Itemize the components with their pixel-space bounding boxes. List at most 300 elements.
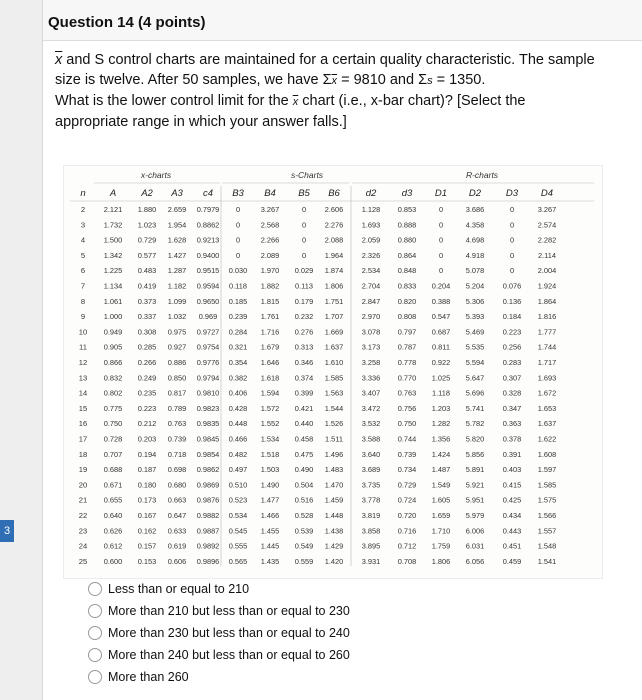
table-cell: 1.466: [260, 511, 280, 520]
table-cell: 0.434: [502, 511, 522, 520]
table-cell: 2.088: [324, 235, 344, 245]
table-cell: 0.9869: [196, 480, 220, 490]
table-cell: 3: [80, 220, 86, 230]
control-chart-constants-table: [63, 165, 603, 579]
table-cell: 0.864: [397, 250, 417, 260]
table-cell: 0: [438, 205, 444, 214]
question-line-2c: = 1350.: [436, 72, 486, 88]
table-cell: 1.653: [537, 403, 557, 413]
question-text: [55, 50, 625, 132]
table-cell: 2.282: [537, 235, 557, 245]
table-cell: 0.483: [137, 266, 157, 276]
table-cell: 0.680: [167, 480, 187, 490]
table-cell: 1.000: [103, 312, 123, 322]
table-cell: 0.458: [294, 434, 314, 444]
table-cell: 0.337: [137, 312, 157, 322]
table-cell: 0.276: [294, 327, 314, 337]
table-cell: 0.716: [397, 526, 417, 536]
column-header: A: [109, 188, 117, 199]
table-cell: 0.374: [294, 373, 314, 383]
table-cell: 1.605: [431, 495, 451, 505]
table-cell: 0.415: [502, 480, 522, 490]
table-cell: 5.594: [465, 358, 485, 367]
table-cell: 1.744: [537, 342, 557, 352]
table-cell: 7: [80, 281, 86, 291]
table-cell: 0: [509, 266, 515, 276]
table-cell: 1.511: [325, 434, 343, 444]
radio-button[interactable]: [88, 626, 102, 640]
table-cell: 3.267: [260, 205, 280, 214]
answer-option[interactable]: [88, 622, 488, 644]
question-number-tab[interactable]: 3: [0, 520, 14, 542]
table-cell: 6.031: [465, 541, 485, 551]
table-cell: 3.532: [361, 419, 381, 429]
table-cell: 1.518: [260, 449, 280, 459]
table-cell: 1.777: [537, 327, 557, 337]
table-cell: 0.167: [137, 511, 157, 520]
table-cell: 1.874: [324, 266, 344, 276]
table-cell: 1.534: [260, 434, 280, 444]
table-cell: 0.313: [294, 342, 314, 352]
table-cell: 23: [78, 526, 88, 536]
table-cell: 1.470: [324, 480, 344, 490]
table-cell: 1.815: [260, 296, 280, 306]
table-cell: 0.328: [502, 388, 522, 398]
radio-button[interactable]: [88, 648, 102, 662]
table-cell: 1.356: [431, 434, 451, 444]
table-cell: 10: [78, 327, 88, 337]
table-cell: 3.258: [361, 358, 381, 367]
table-cell: 0.729: [137, 235, 157, 245]
table-cell: 2.326: [361, 250, 381, 260]
table-cell: 0.729: [397, 480, 417, 490]
table-cell: 1.448: [324, 511, 344, 520]
table-cell: 0.030: [228, 266, 248, 276]
column-header: D1: [434, 188, 448, 199]
left-panel-divider: [42, 0, 43, 700]
table-cell: 1.806: [431, 556, 451, 566]
table-cell: 2.970: [361, 312, 381, 322]
table-cell: 1.710: [431, 526, 451, 536]
table-cell: 0.9845: [196, 434, 220, 444]
table-cell: 0.606: [167, 556, 187, 566]
question-line-1: and S control charts are maintained for a certain quality characteristic. The sample: [66, 52, 595, 68]
table-cell: 0.475: [294, 449, 314, 459]
table-cell: 0.9854: [196, 449, 220, 459]
table-cell: 0.640: [103, 511, 123, 520]
table-cell: 5.921: [465, 480, 485, 490]
table-cell: 0.223: [137, 403, 157, 413]
constants-table-svg: [64, 166, 602, 578]
answer-option[interactable]: [88, 600, 488, 622]
table-cell: 3.640: [361, 449, 381, 459]
table-cell: 1.490: [260, 480, 280, 490]
table-cell: 0.975: [167, 327, 187, 337]
table-cell: 18: [78, 449, 88, 459]
table-cell: 5.306: [465, 296, 485, 306]
table-cell: 0.9862: [196, 465, 220, 475]
table-cell: 0: [235, 205, 241, 214]
table-cell: 0.421: [294, 403, 314, 413]
table-cell: 1.880: [137, 205, 157, 214]
table-cell: 5.856: [465, 449, 485, 459]
table-cell: 5.204: [465, 281, 485, 291]
table-cell: 1.637: [324, 342, 344, 352]
table-cell: 24: [78, 541, 88, 551]
table-cell: 1.970: [260, 266, 280, 276]
table-cell: 0.406: [228, 388, 248, 398]
table-cell: 1.964: [324, 250, 344, 260]
table-cell: 0.619: [167, 541, 187, 551]
table-cell: 1.594: [260, 388, 280, 398]
table-cell: 0.720: [397, 511, 417, 520]
table-cell: 0.187: [137, 465, 157, 475]
question-line-2b: = 9810 and: [341, 72, 415, 88]
table-cell: 0.466: [228, 434, 248, 444]
table-cell: 0.949: [103, 327, 123, 337]
table-cell: 0.428: [228, 403, 248, 413]
table-cell: 0.775: [103, 403, 123, 413]
table-cell: 6.056: [465, 556, 485, 566]
table-cell: 0.9400: [196, 250, 220, 260]
table-cell: 1.427: [167, 250, 187, 260]
table-cell: 0.880: [397, 235, 417, 245]
table-cell: 1.483: [324, 465, 344, 475]
table-cell: 0.811: [432, 342, 450, 352]
table-cell: 1.459: [324, 495, 344, 505]
table-cell: 0.266: [137, 358, 157, 367]
table-cell: 0.712: [397, 541, 417, 551]
table-cell: 0.235: [137, 388, 157, 398]
table-cell: 1.438: [324, 526, 344, 536]
table-cell: 5.820: [465, 434, 485, 444]
question-line-3b: chart (i.e., x-bar chart)? [Select the: [302, 93, 526, 109]
table-cell: 0.194: [137, 449, 157, 459]
table-cell: 0: [301, 235, 307, 245]
table-cell: 1.716: [260, 327, 280, 337]
table-cell: 1.693: [361, 220, 381, 230]
table-cell: 2.059: [361, 235, 381, 245]
table-cell: 0.212: [137, 419, 157, 429]
table-cell: 1.659: [431, 511, 451, 520]
table-cell: 0.239: [228, 312, 248, 322]
table-cell: 0.403: [502, 465, 522, 475]
table-cell: 1.608: [537, 449, 557, 459]
table-cell: 17: [78, 434, 88, 444]
table-cell: 4: [80, 235, 86, 245]
table-cell: 9: [80, 312, 86, 322]
table-cell: 0.497: [228, 465, 248, 475]
table-cell: 0.633: [167, 526, 187, 536]
table-cell: 21: [78, 495, 88, 505]
radio-button[interactable]: [88, 670, 102, 684]
table-cell: 0: [509, 235, 515, 245]
table-cell: 0: [438, 250, 444, 260]
table-cell: 0.853: [397, 205, 417, 214]
table-cell: 1.672: [537, 388, 557, 398]
table-cell: 5.647: [465, 373, 485, 383]
table-cell: 0.510: [228, 480, 248, 490]
table-cell: 0.378: [502, 434, 522, 444]
table-cell: 0.832: [103, 373, 123, 383]
table-cell: 1.282: [431, 419, 451, 429]
table-cell: 0.663: [167, 495, 187, 505]
table-cell: 1.924: [537, 281, 557, 291]
group-header-r-charts: R-charts: [465, 170, 499, 180]
column-header: B3: [232, 188, 244, 199]
table-cell: 0.9754: [196, 342, 220, 352]
table-cell: 3.407: [361, 388, 381, 398]
table-cell: 1.435: [260, 556, 280, 566]
table-cell: 0.778: [397, 358, 417, 367]
table-cell: 1.575: [537, 495, 557, 505]
table-cell: 0.203: [137, 434, 157, 444]
table-cell: 2: [80, 205, 86, 214]
table-cell: 0.739: [397, 449, 417, 459]
table-cell: 0.565: [228, 556, 248, 566]
table-cell: 0.739: [167, 434, 187, 444]
table-cell: 0.848: [397, 266, 417, 276]
table-cell: 2.847: [361, 296, 381, 306]
table-cell: 0.612: [103, 541, 123, 551]
table-cell: 0: [301, 205, 307, 214]
radio-button[interactable]: [88, 582, 102, 596]
table-cell: 11: [79, 342, 87, 352]
table-cell: 0.528: [294, 511, 314, 520]
table-cell: 16: [78, 419, 88, 429]
radio-button[interactable]: [88, 604, 102, 618]
table-cell: 0.534: [228, 511, 248, 520]
table-cell: 0.750: [103, 419, 123, 429]
table-cell: 0: [438, 235, 444, 245]
table-cell: 0: [235, 220, 241, 230]
table-cell: 0.539: [294, 526, 314, 536]
table-cell: 1.806: [324, 281, 344, 291]
table-cell: 1.134: [103, 281, 123, 291]
column-header: B6: [328, 188, 340, 199]
table-cell: 1.669: [324, 327, 344, 337]
table-cell: 5.393: [465, 312, 485, 322]
table-cell: 1.128: [361, 205, 381, 214]
table-cell: 0.734: [397, 465, 417, 475]
column-header: D2: [468, 188, 482, 199]
table-cell: 0.802: [103, 388, 123, 398]
table-cell: 1.503: [260, 465, 280, 475]
table-cell: 0.866: [103, 358, 123, 367]
group-header-x-charts: x-charts: [140, 170, 172, 180]
table-cell: 0.797: [397, 327, 417, 337]
table-cell: 1.429: [324, 541, 344, 551]
table-cell: 0.808: [397, 312, 417, 322]
option-label: More than 260: [108, 670, 189, 684]
table-cell: 2.004: [537, 266, 557, 276]
table-cell: 0.969: [198, 312, 218, 322]
table-cell: 1.203: [431, 403, 451, 413]
table-cell: 0.307: [502, 373, 522, 383]
question-line-4: appropriate range in which your answer falls.]: [55, 114, 347, 130]
table-cell: 1.732: [103, 220, 123, 230]
table-cell: 0.9776: [196, 358, 220, 367]
table-cell: 0.204: [431, 281, 451, 291]
table-cell: 14: [78, 388, 88, 398]
table-cell: 2.121: [103, 205, 123, 214]
table-cell: 0.490: [294, 465, 314, 475]
table-cell: 3.078: [361, 327, 381, 337]
table-cell: 3.686: [465, 205, 485, 214]
table-cell: 0.076: [502, 281, 522, 291]
table-cell: 0.419: [137, 281, 157, 291]
table-cell: 5: [80, 250, 86, 260]
table-cell: 0.9823: [196, 403, 220, 413]
table-cell: 1.182: [167, 281, 187, 291]
table-cell: 1.025: [431, 373, 451, 383]
table-cell: 1.693: [537, 373, 557, 383]
table-cell: 0.744: [397, 434, 417, 444]
table-cell: 0.354: [228, 358, 248, 367]
table-cell: 1.477: [260, 495, 280, 505]
table-cell: 1.751: [324, 296, 344, 306]
table-cell: 0.162: [137, 526, 157, 536]
table-cell: 5.741: [465, 403, 485, 413]
table-cell: 5.696: [465, 388, 485, 398]
table-cell: 1.585: [537, 480, 557, 490]
table-cell: 1.420: [324, 556, 344, 566]
table-cell: 0.9882: [196, 511, 220, 520]
table-cell: 0.549: [294, 541, 314, 551]
table-cell: 0.750: [397, 419, 417, 429]
table-cell: 0.671: [103, 480, 123, 490]
table-cell: 5.782: [465, 419, 485, 429]
table-cell: 0.157: [137, 541, 157, 551]
table-cell: 1.707: [324, 312, 344, 322]
table-cell: 1.500: [103, 235, 123, 245]
table-cell: 0.9876: [196, 495, 220, 505]
table-cell: 0.504: [294, 480, 314, 490]
table-cell: 1.548: [537, 541, 557, 551]
table-cell: 1.118: [432, 388, 450, 398]
answer-option[interactable]: [88, 644, 488, 666]
table-cell: 0.9650: [196, 296, 220, 306]
table-cell: 5.891: [465, 465, 485, 475]
table-cell: 3.173: [361, 342, 381, 352]
table-cell: 0: [301, 250, 307, 260]
table-cell: 0.833: [397, 281, 417, 291]
table-cell: 1.759: [431, 541, 451, 551]
option-label: More than 240 but less than or equal to 260: [108, 648, 350, 662]
table-cell: 0.153: [137, 556, 157, 566]
table-cell: 1.099: [167, 296, 187, 306]
column-header: A2: [141, 188, 153, 199]
answer-option[interactable]: [88, 578, 488, 600]
table-cell: 1.864: [537, 296, 557, 306]
table-cell: 0: [235, 250, 241, 260]
table-cell: 0.9896: [196, 556, 220, 566]
column-header: d2: [365, 188, 377, 199]
table-cell: 0.9594: [196, 281, 220, 291]
table-cell: 1.023: [137, 220, 157, 230]
answer-options: [88, 578, 488, 688]
table-cell: 0.373: [137, 296, 157, 306]
answer-option[interactable]: [88, 666, 488, 688]
table-cell: 0.308: [137, 327, 157, 337]
table-cell: 0.655: [103, 495, 123, 505]
table-cell: 0.391: [502, 449, 522, 459]
table-cell: 2.534: [361, 266, 381, 276]
column-header: c4: [202, 188, 214, 199]
table-cell: 3.267: [537, 205, 557, 214]
table-cell: 0.787: [397, 342, 417, 352]
table-cell: 2.704: [361, 281, 381, 291]
table-cell: 0.688: [103, 465, 123, 475]
table-cell: 19: [78, 465, 88, 475]
table-cell: 1.679: [260, 342, 280, 352]
question-title: Question 14 (4 points): [48, 14, 206, 31]
table-cell: 0.9835: [196, 419, 220, 429]
table-cell: 0.763: [167, 419, 187, 429]
table-cell: 1.572: [260, 403, 280, 413]
table-cell: 2.574: [537, 220, 557, 230]
table-cell: 0: [509, 205, 515, 214]
table-cell: 1.445: [260, 541, 280, 551]
table-cell: 0.9794: [196, 373, 220, 383]
table-cell: 0.185: [228, 296, 248, 306]
table-cell: 25: [78, 556, 88, 566]
table-cell: 0.113: [295, 281, 313, 291]
column-header: B5: [298, 188, 310, 199]
table-cell: 3.858: [361, 526, 381, 536]
table-cell: 13: [78, 373, 88, 383]
table-cell: 0: [235, 235, 241, 245]
table-cell: 0.223: [502, 327, 522, 337]
table-cell: 0.523: [228, 495, 248, 505]
table-cell: 0.698: [167, 465, 187, 475]
column-header: D3: [505, 188, 519, 199]
table-cell: 0.9515: [196, 266, 220, 276]
question-line-3a: What is the lower control limit for the: [55, 93, 289, 109]
table-cell: 1.761: [260, 312, 280, 322]
table-cell: 0.232: [294, 312, 314, 322]
table-cell: 0.545: [228, 526, 248, 536]
table-cell: 0.184: [502, 312, 522, 322]
table-cell: 1.954: [167, 220, 187, 230]
table-cell: 0.179: [294, 296, 314, 306]
table-cell: 22: [78, 511, 88, 520]
table-cell: 0.249: [137, 373, 157, 383]
xbar-symbol: $\overline{x}$: [292, 96, 299, 108]
table-cell: 0.886: [167, 358, 187, 367]
table-cell: 0.180: [137, 480, 157, 490]
table-cell: 1.526: [324, 419, 344, 429]
table-cell: 3.778: [361, 495, 381, 505]
table-cell: 0.284: [228, 327, 248, 337]
table-cell: 0.8862: [196, 220, 220, 230]
table-cell: 0.388: [431, 296, 451, 306]
table-cell: 0.626: [103, 526, 123, 536]
table-cell: 1.566: [537, 511, 557, 520]
table-cell: 3.588: [361, 434, 381, 444]
table-cell: 0.7979: [196, 205, 220, 214]
table-cell: 1.597: [537, 465, 557, 475]
table-cell: 1.544: [324, 403, 344, 413]
column-header: n: [80, 188, 86, 199]
table-cell: 0.440: [294, 419, 314, 429]
table-cell: 0.927: [167, 342, 187, 352]
table-cell: 1.618: [260, 373, 280, 383]
group-header-s-charts: s-Charts: [290, 170, 324, 180]
table-cell: 0.922: [431, 358, 451, 367]
table-cell: 0.789: [167, 403, 187, 413]
table-cell: 0.577: [137, 250, 157, 260]
